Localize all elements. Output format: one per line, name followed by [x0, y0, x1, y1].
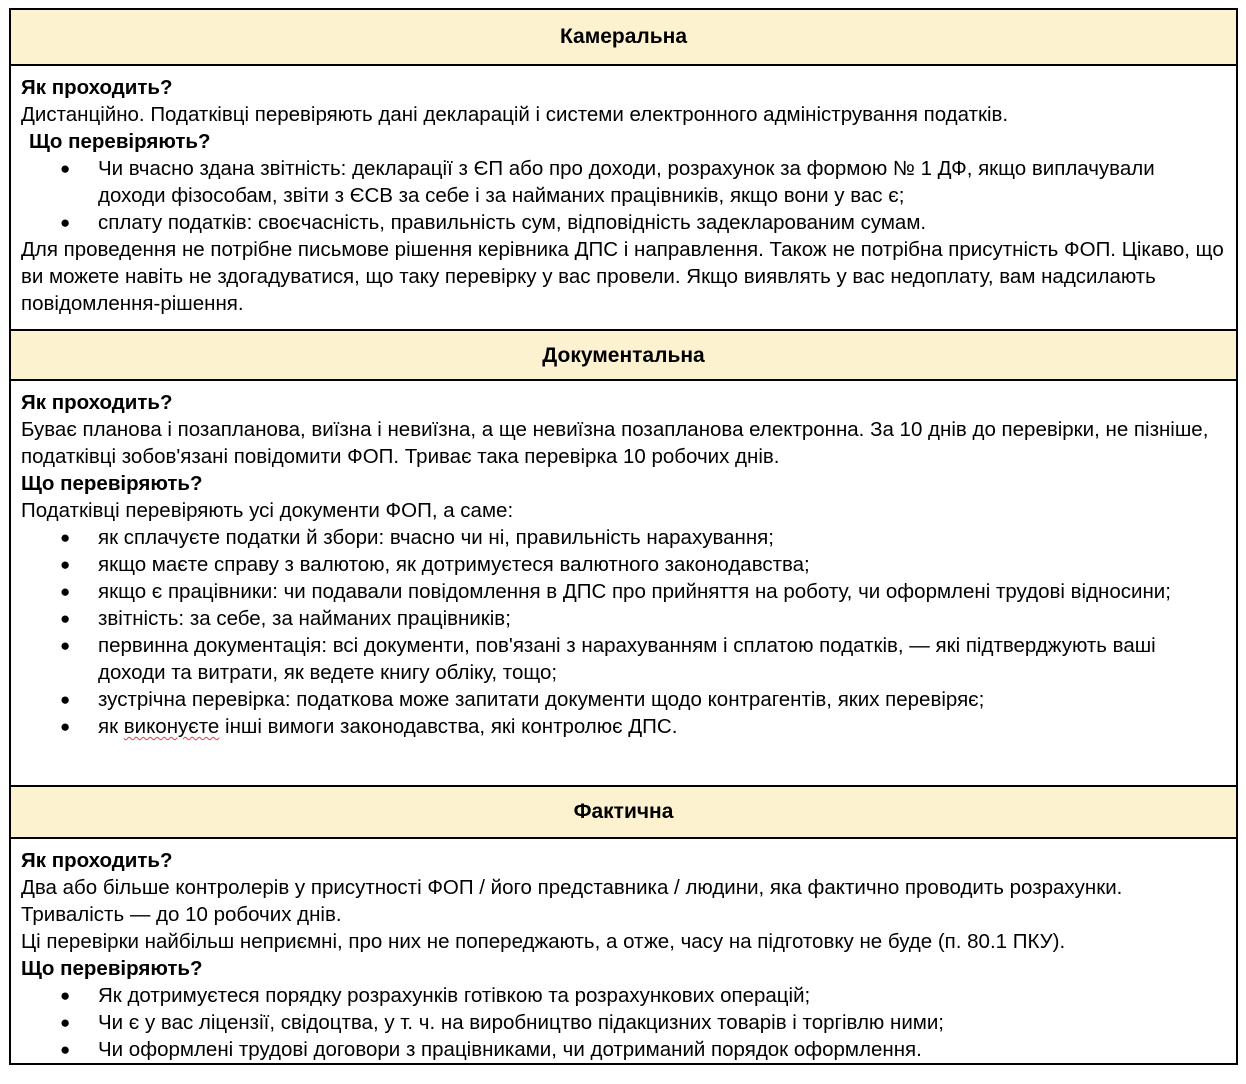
list-intro: Податківці перевіряють усі документи ФОП, а саме:: [21, 499, 514, 522]
what-label: Що перевіряють?: [21, 957, 203, 980]
section-header: [10, 786, 1237, 838]
section-body-row: [10, 380, 1237, 786]
what-label: Що перевіряють?: [29, 130, 211, 153]
section-body: [10, 838, 1237, 1064]
list-item: ● сплату податків: своєчасність, правильність сум, відповідність задекларованим сумам.: [21, 209, 1226, 236]
list-item: ● Чи вчасно здана звітність: декларації з ЄП або про доходи, розрахунок за формою № 1 ДФ, якщо виплачували доходи фізособам, звіти з ЄСВ за себе і за найманих працівників, якщо вони у вас є;: [21, 155, 1226, 209]
list-item: ● звітність: за себе, за найманих працівників;: [21, 605, 1226, 632]
list-item: ● зустрічна перевірка: податкова може запитати документи щодо контрагентів, яких перевіряє;: [21, 686, 1226, 713]
how-text: Дистанційно. Податківці перевіряють дані декларацій і системи електронного адміністрування податків.: [21, 103, 1009, 126]
section-body: [10, 65, 1237, 330]
what-label: Що перевіряють?: [21, 472, 203, 495]
section-note: Для проведення не потрібне письмове рішення керівника ДПС і направлення. Також не потрібна присутність ФОП. Цікаво, що ви можете навіть не здогадуватися, що таку перевірку у вас провели. Якщо виявлять у вас недоплату, вам надсилають повідомлення-рішення.: [21, 238, 1224, 315]
section-body-row: [10, 65, 1237, 330]
how-label: Як проходить?: [21, 849, 173, 872]
check-list: [21, 524, 1226, 740]
section-header: [10, 330, 1237, 380]
list-item: ● первинна документація: всі документи, пов'язані з нарахуванням і сплатою податків, — які підтверджують ваші доходи та витрати, як ведете книгу обліку, тощо;: [21, 632, 1226, 686]
section-note: Ці перевірки найбільш неприємні, про них не попереджають, а отже, часу на підготовку не буде (п. 80.1 ПКУ).: [21, 930, 1066, 953]
section-title: Камеральна: [559, 25, 688, 48]
section-header-row: [10, 330, 1237, 380]
list-item: ● як сплачуєте податки й збори: вчасно чи ні, правильність нарахування;: [21, 524, 1226, 551]
list-item: [21, 713, 1226, 740]
how-text: Два або більше контролерів у присутності ФОП / його представника / людини, яка фактично проводить розрахунки. Тривалість — до 10 робочих днів.: [21, 876, 1123, 926]
list-item: ● Чи є у вас ліцензії, свідоцтва, у т. ч. на виробництво підакцизних товарів і торгівлю ними;: [21, 1009, 1226, 1036]
section-header-row: [10, 786, 1237, 838]
section-title: Документальна: [542, 344, 705, 367]
list-item: ● якщо маєте справу з валютою, як дотримуєтеся валютного законодавства;: [21, 551, 1226, 578]
section-header-row: [10, 9, 1237, 65]
how-label: Як проходить?: [21, 391, 173, 414]
list-item-suffix: інші вимоги законодавства, які контролює ДПС.: [219, 715, 678, 738]
section-header: [10, 9, 1237, 65]
inspection-types-table: [9, 8, 1238, 1065]
list-item: ● Чи оформлені трудові договори з працівниками, чи дотриманий порядок оформлення.: [21, 1036, 1226, 1063]
list-item: ● якщо є працівники: чи подавали повідомлення в ДПС про прийняття на роботу, чи оформлені трудові відносини;: [21, 578, 1226, 605]
list-item: ● Як дотримуєтеся порядку розрахунків готівкою та розрахункових операцій;: [21, 982, 1226, 1009]
check-list: [21, 155, 1226, 236]
section-body-row: [10, 838, 1237, 1064]
section-title: Фактична: [573, 800, 674, 823]
how-text: Буває планова і позапланова, виїзна і невиїзна, а ще невиїзна позапланова електронна. За 10 днів до перевірки, не пізніше, податківці зобов'язані повідомити ФОП. Триває така перевірка 10 робочих днів.: [21, 418, 1209, 468]
check-list: [21, 982, 1226, 1063]
how-label: Як проходить?: [21, 76, 173, 99]
list-item-prefix: як: [98, 715, 124, 738]
misspelled-word[interactable]: виконуєте: [123, 715, 220, 738]
section-body: [10, 380, 1237, 786]
